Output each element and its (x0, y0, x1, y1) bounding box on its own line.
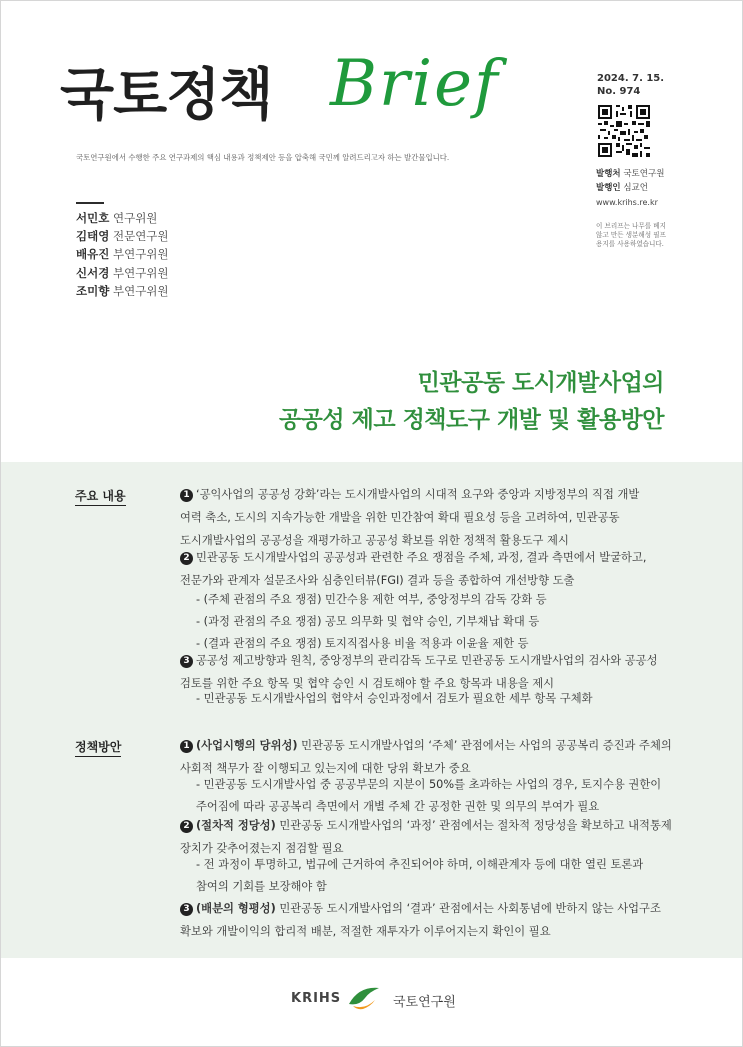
report-title-line-1: 민관공동 도시개발사업의 (417, 370, 664, 396)
main-item-2: 2 민관공동 도시개발사업의 공공성과 관련한 주요 쟁점을 주체, 과정, 결과 측면에서 발굴하고, 전문가와 관계자 설문조사와 심층인터뷰(FGI) 결과 등을 종합하여 개선방향 도출 (180, 551, 647, 587)
number-badge: 2 (180, 820, 193, 833)
number-badge: 2 (180, 552, 193, 565)
policy-item-3: 3 (배분의 형평성) 민관공동 도시개발사업의 ‘결과’ 관점에서는 사회통념에 반하지 않는 사업구조 확보와 개발이익의 합리적 배분, 적절한 재투자가 이루어지는지 확인이 필요 (180, 902, 661, 938)
main-item-2-sub-2: - (과정 관점의 주요 쟁점) 공모 의무화 및 협약 승인, 기부채납 확대 등 (196, 615, 540, 628)
publisher-line: 발행처 국토연구원 (596, 169, 665, 179)
main-item-3-sub-1: - 민관공동 도시개발사업의 협약서 승인과정에서 검토가 필요한 세부 항목 구체화 (196, 692, 593, 705)
main-item-3: 3 공공성 제고방향과 원칙, 중앙정부의 관리감독 도구로 민관공동 도시개발사업의 검사와 공공성 검토를 위한 주요 항목 및 협약 승인 시 검토해야 할 주요 항목과 내용을 제시 (180, 654, 658, 690)
policy-item-1-sub-1: - 민관공동 도시개발사업 중 공공부문의 지분이 50%를 초과하는 사업의 경우, 토지수용 권한이 (196, 778, 662, 791)
author-divider (76, 202, 104, 204)
policy-item-2-sub-2: 참여의 기회를 보장해야 함 (196, 880, 327, 893)
tagline: 국토연구원에서 수행한 주요 연구과제의 핵심 내용과 정책제안 등을 압축해 국민께 알려드리고자 하는 발간물입니다. (76, 153, 450, 162)
issue-date: 2024. 7. 15. (597, 73, 665, 84)
main-item-2-sub-3: - (결과 관점의 주요 쟁점) 토지직접사용 비율 적용과 이윤율 제한 등 (196, 637, 529, 650)
policy-item-2: 2 (절차적 정당성) 민관공동 도시개발사업의 ‘과정’ 관점에서는 절차적 정당성을 확보하고 내적통제 장치가 갖추어졌는지 점검할 필요 (180, 819, 672, 855)
qr-code-icon[interactable] (598, 105, 650, 157)
author-item: 조미향 부연구위원 (76, 283, 169, 298)
author-item: 신서경 부연구위원 (76, 265, 169, 280)
policy-item-2-sub-1: - 전 과정이 투명하고, 법규에 근거하여 추진되어야 하며, 이해관계자 등에 대한 열린 토론과 (196, 858, 644, 871)
author-item: 배유진 부연구위원 (76, 247, 169, 262)
main-item-2-sub-1: - (주체 관점의 주요 쟁점) 민간수용 제한 여부, 중앙정부의 감독 강화 등 (196, 593, 547, 606)
author-item: 김태영 전문연구원 (76, 229, 169, 244)
brief-title-brief: Brief (330, 47, 500, 121)
author-list (76, 209, 169, 300)
number-badge: 3 (180, 903, 193, 916)
policy-item-1: 1 (사업시행의 당위성) 민관공동 도시개발사업의 ‘주체’ 관점에서는 사업의 공공복리 증진과 주체의 사회적 책무가 잘 이행되고 있는지에 대한 당위 확보가 중요 (180, 739, 672, 775)
number-badge: 1 (180, 740, 193, 753)
issue-number: No. 974 (597, 86, 641, 97)
number-badge: 3 (180, 655, 193, 668)
report-title-line-2: 공공성 제고 정책도구 개발 및 활용방안 (278, 407, 664, 433)
policy-item-1-sub-2: 주어짐에 따라 공공복리 측면에서 개별 주체 간 공정한 권한 및 의무의 부여가 필요 (196, 800, 600, 813)
author-item: 서민호 연구위원 (76, 211, 158, 225)
eco-note: 이 브리프는 나무를 베지 않고 만든 생분해성 필프 용지를 사용하였습니다. (596, 222, 666, 248)
main-content-label: 주요 내용 (75, 487, 126, 506)
issuer-line: 발행인 심교언 (596, 183, 648, 193)
krihs-logo-icon (345, 982, 385, 1012)
website-link[interactable]: www.krihs.re.kr (596, 198, 658, 207)
policy-label: 정책방안 (75, 738, 121, 757)
number-badge: 1 (180, 489, 193, 502)
brief-title-korean: 국토정책 (60, 63, 273, 128)
main-item-1: 1 ‘공익사업의 공공성 강화’라는 도시개발사업의 시대적 요구와 중앙과 지방정부의 직접 개발 여력 축소, 도시의 지속가능한 개발을 위한 민간참여 확대 필요성 등을 고려하여, 민관공동 도시개발사업의 공공성을 재평가하고 공공성 확보를 위한 정책적 활용도구 제시 (180, 488, 640, 547)
krihs-logo-text: KRIHS (291, 991, 342, 1006)
footer-org-name: 국토연구원 (393, 995, 456, 1010)
